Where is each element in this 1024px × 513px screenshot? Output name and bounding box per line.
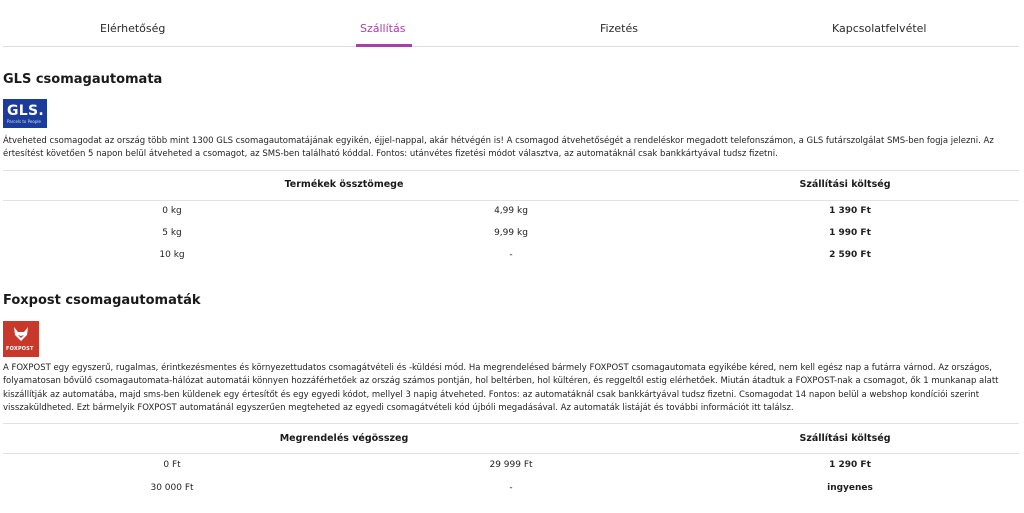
gls-row-1-to: 4,99 kg <box>494 206 528 216</box>
foxpost-logo <box>3 321 39 357</box>
gls-description: Átveheted csomagodat az ország több mint 1300 GLS csomagautomatájának egyikén, éjjel-nappal, akár hétvégén is! A csomagod átvehetőségét a rendeléskor megadott telefonszámon, a GLS futárszolgálat SMS-ben fogja jelezni. Az értesítést követően 5 napon belül átveheted a csomagot, az SMS-ben található kóddal. Fontos: utánvétes fizetési módot választva, az automatáknál csak bankkártyával tudsz fizetni. <box>3 136 994 160</box>
foxpost-row-1-to: 29 999 Ft <box>489 460 533 470</box>
foxpost-header-total: Megrendelés végösszeg <box>279 433 409 444</box>
gls-row-1-from: 0 kg <box>162 206 182 216</box>
active-tab-indicator <box>356 44 412 47</box>
foxpost-row-2-price: ingyenes <box>827 483 873 493</box>
gls-row-2-from: 5 kg <box>162 228 182 238</box>
gls-logo-text: GLS. <box>7 103 45 119</box>
gls-row-1-price: 1 390 Ft <box>829 206 871 216</box>
tab-bar <box>3 0 1019 47</box>
gls-table-header-divider <box>3 200 1019 201</box>
foxpost-table-header-divider <box>3 453 1019 454</box>
gls-table-top-divider <box>3 170 1019 171</box>
foxpost-section-title: Foxpost csomagautomaták <box>3 293 201 308</box>
gls-row-3-to: - <box>509 250 513 260</box>
gls-row-3-price: 2 590 Ft <box>829 250 871 260</box>
gls-logo <box>3 99 47 128</box>
gls-logo-subtext: Parcels to People <box>7 119 41 124</box>
gls-row-3-from: 10 kg <box>159 250 185 260</box>
tab-elerhetoseg[interactable]: Elérhetőség <box>100 22 166 35</box>
foxpost-row-2-to: - <box>509 483 513 493</box>
gls-section-title: GLS csomagautomata <box>3 72 163 87</box>
gls-row-2-to: 9,99 kg <box>494 228 528 238</box>
gls-header-cost: Szállítási költség <box>799 179 891 190</box>
tab-fizetes[interactable]: Fizetés <box>600 22 638 35</box>
foxpost-row-1-from: 0 Ft <box>163 460 181 470</box>
foxpost-logo-text: FOXPOST <box>6 346 34 352</box>
foxpost-header-cost: Szállítási költség <box>799 433 891 444</box>
foxpost-row-2-from: 30 000 Ft <box>150 483 194 493</box>
tab-kapcsolatfelvetel[interactable]: Kapcsolatfelvétel <box>832 22 927 35</box>
tab-szallitas[interactable]: Szállítás <box>360 22 406 35</box>
foxpost-row-1-price: 1 290 Ft <box>829 460 871 470</box>
foxpost-description: A FOXPOST egy egyszerű, rugalmas, érintkezésmentes és környezettudatos csomagátvételi és -küldési mód. Ha megrendelésed bármely FOXPOST csomagautomata egyikébe kéred, nem kell egész nap a futárra várnod. Az országos, folyamatosan bővülő csomagautomata-hálózat automatái könnyen hozzáférhetőek az ország számos pontján, hol beltérben, hol kültéren, és reggeltől estig elérhetőek. Miután átadtuk a FOXPOST-nak a csomagot, ők 1 munkanap alatt kiszállítják az automatába, majd sms-ben küldenek egy értesítőt és egy egyedi kódot, mellyel 3 napig átveheted. Fontos: az automatáknál csak bankkártyával tudsz fizetni. Csomagodat 14 napon belül a webshop kondíciói szerint visszaküldheted. Ezt bármelyik FOXPOST automatánál egyszerűen megteheted az egyedi csomagátvételi kód újbóli megadásával. Az automaták listáját és további információt itt találsz. <box>3 363 999 413</box>
gls-row-2-price: 1 990 Ft <box>829 228 871 238</box>
foxpost-table-top-divider <box>3 423 1019 424</box>
gls-header-weight: Termékek össztömege <box>284 179 404 190</box>
fox-icon <box>13 326 29 342</box>
